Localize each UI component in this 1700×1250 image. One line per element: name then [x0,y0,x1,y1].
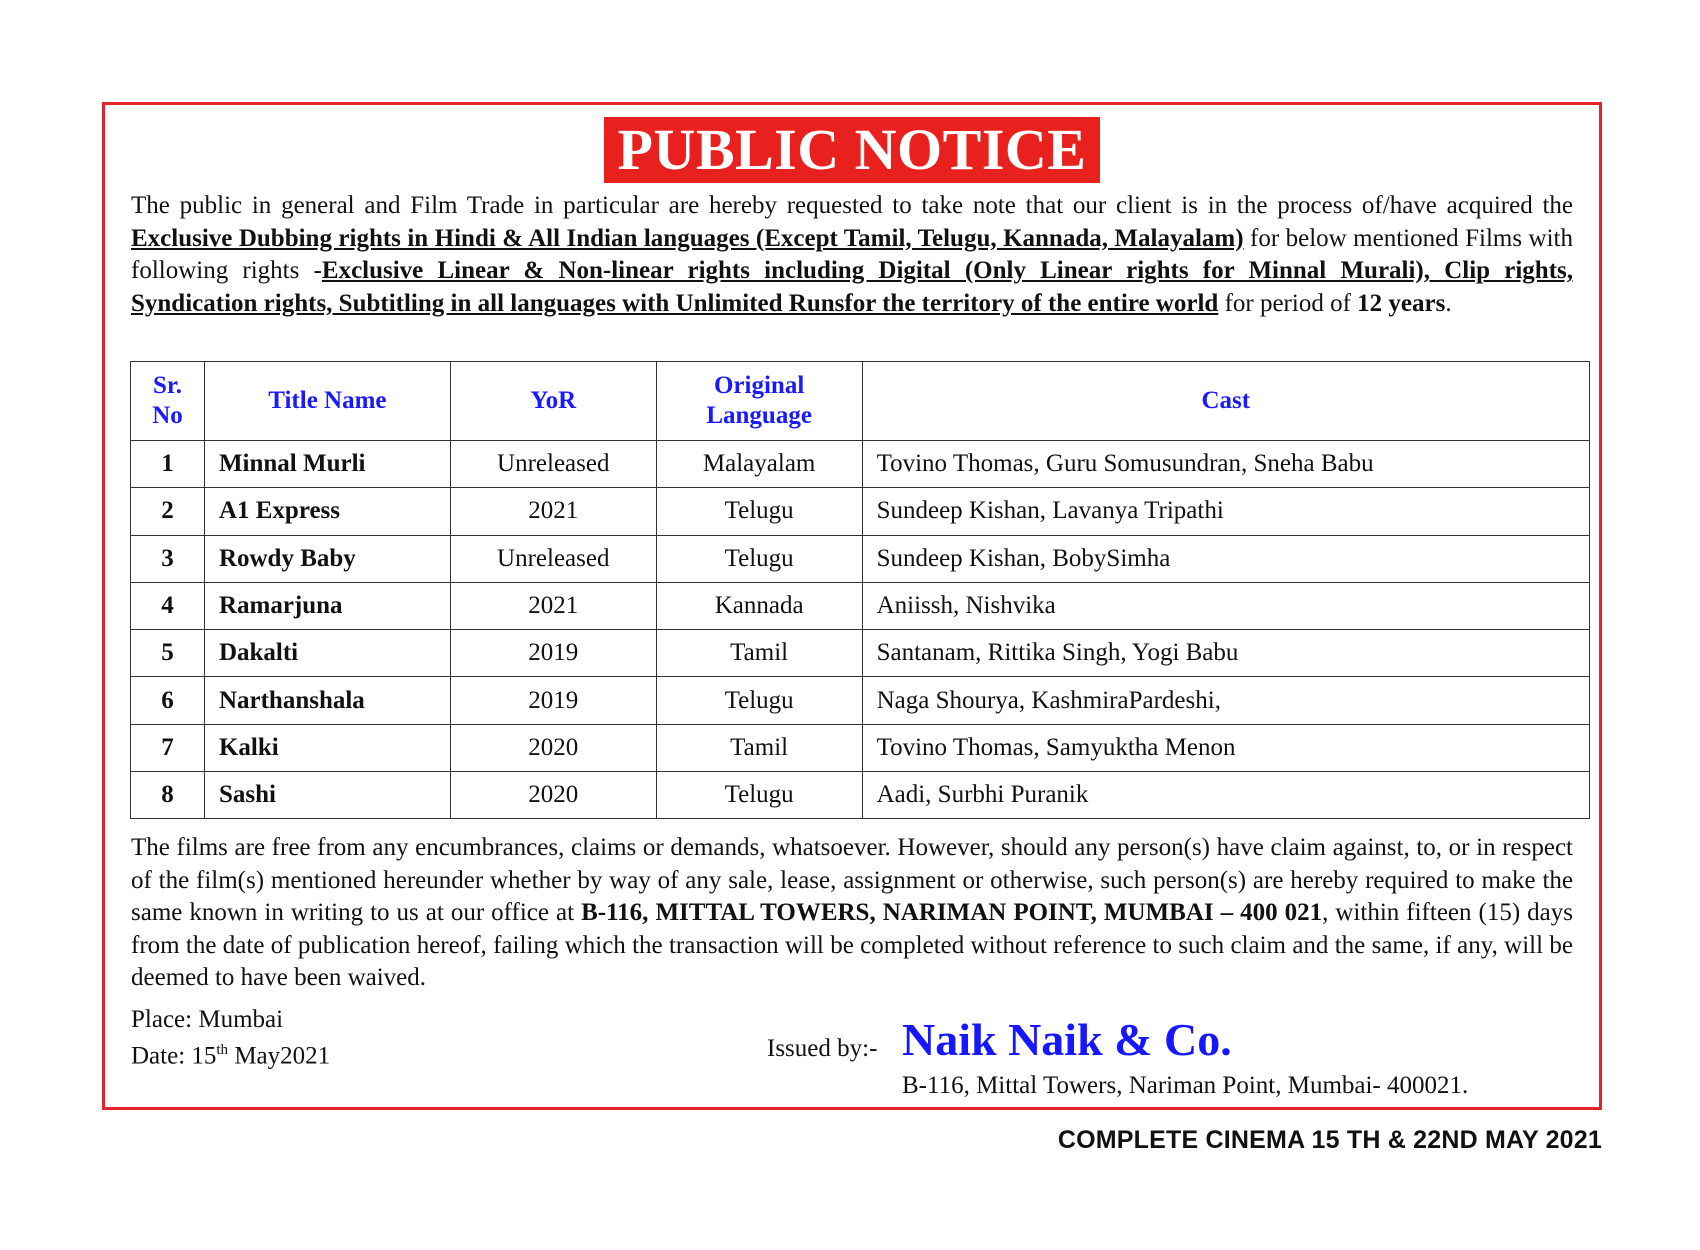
films-table [130,361,1590,819]
cell-yor: 2019 [450,677,656,724]
cell-title: A1 Express [204,488,450,535]
cell-title: Kalki [204,724,450,771]
table-row [131,724,1590,771]
cell-title: Ramarjuna [204,582,450,629]
header-title-name: Title Name [204,362,450,441]
table-row [131,441,1590,488]
issued-by-label: Issued by:- [767,1035,878,1062]
cell-yor: 2021 [450,488,656,535]
cell-title: Dakalti [204,630,450,677]
office-address-bold: B-116, MITTAL TOWERS, NARIMAN POINT, MUMBAI – 400 021 [581,899,1323,926]
cell-cast: Aadi, Surbhi Puranik [862,772,1589,819]
cell-yor: Unreleased [450,535,656,582]
cell-sr: 5 [131,630,205,677]
notice-frame [102,102,1602,1110]
table-row [131,677,1590,724]
cell-sr: 4 [131,582,205,629]
cell-yor: 2019 [450,630,656,677]
cell-sr: 8 [131,772,205,819]
cell-cast: Tovino Thomas, Samyuktha Menon [862,724,1589,771]
closing-paragraph [131,832,1573,995]
intro-scope-text: Exclusive Linear & Non-linear rights including Digital (Only Linear rights for Minnal Murali), Clip rights, Syndication rights, Subtitling in all languages with Unlimited Runsfor the territory of the entire world [131,257,1573,317]
header-yor: YoR [450,362,656,441]
cell-title: Minnal Murli [204,441,450,488]
notice-title: PUBLIC NOTICE [604,117,1101,183]
cell-cast: Tovino Thomas, Guru Somusundran, Sneha Babu [862,441,1589,488]
cell-language: Tamil [656,630,862,677]
cell-language: Tamil [656,724,862,771]
table-row [131,488,1590,535]
firm-address: B-116, Mittal Towers, Nariman Point, Mumbai- 400021. [902,1072,1469,1099]
intro-text-1: The public in general and Film Trade in particular are hereby requested to take note that our client is in the process of/have acquired the [131,192,1573,219]
intro-period-text: 12 years [1357,289,1446,317]
closing-text-2: , within fifteen (15) days from the date of publication hereof, failing which the transaction will be completed without reference to such claim and the same, if any, will be deemed to have been waived. [131,899,1573,991]
intro-text-end: . [1445,289,1452,317]
cell-yor: 2021 [450,582,656,629]
intro-rights-text: Exclusive Dubbing rights in Hindi & All Indian languages (Except Tamil, Telugu, Kannada, Malayalam) [131,224,1244,252]
table-row [131,630,1590,677]
closing-text-1: The films are free from any encumbrances, claims or demands, whatsoever. However, should any person(s) have claim against, to, or in respect of the film(s) mentioned hereunder whether by way of any sale, lease, assignment or otherwise, such person(s) are hereby required to make the same known in writing to us at our office at [131,834,1573,926]
cell-language: Kannada [656,582,862,629]
table-row [131,582,1590,629]
cell-sr: 6 [131,677,205,724]
cell-title: Sashi [204,772,450,819]
cell-language: Telugu [656,772,862,819]
place-date-block [131,1004,330,1071]
cell-sr: 1 [131,441,205,488]
table-header-row [131,362,1590,441]
publication-footer: COMPLETE CINEMA 15 TH & 22ND MAY 2021 [1057,1126,1602,1154]
header-sr-no: Sr. No [131,362,205,441]
header-original-language: Original Language [656,362,862,441]
table-row [131,772,1590,819]
header-cast: Cast [862,362,1589,441]
cell-title: Narthanshala [204,677,450,724]
intro-paragraph [131,190,1573,320]
intro-text-3: for period of [1218,289,1358,317]
cell-yor: 2020 [450,772,656,819]
cell-sr: 2 [131,488,205,535]
cell-sr: 3 [131,535,205,582]
firm-name: Naik Naik & Co. [902,1014,1232,1065]
cell-cast: Sundeep Kishan, BobySimha [862,535,1589,582]
cell-cast: Sundeep Kishan, Lavanya Tripathi [862,488,1589,535]
intro-text-2: for below mentioned Films with following rights - [131,224,1573,284]
table-row [131,535,1590,582]
cell-cast: Naga Shourya, KashmiraPardeshi, [862,677,1589,724]
cell-language: Telugu [656,535,862,582]
cell-cast: Aniissh, Nishvika [862,582,1589,629]
date-line: Date: 15th May2021 [131,1042,331,1070]
cell-yor: Unreleased [450,441,656,488]
cell-sr: 7 [131,724,205,771]
cell-language: Telugu [656,677,862,724]
title-wrap [105,117,1599,183]
cell-title: Rowdy Baby [204,535,450,582]
place-line: Place: Mumbai [131,1006,284,1033]
cell-language: Telugu [656,488,862,535]
cell-language: Malayalam [656,441,862,488]
cell-cast: Santanam, Rittika Singh, Yogi Babu [862,630,1589,677]
cell-yor: 2020 [450,724,656,771]
